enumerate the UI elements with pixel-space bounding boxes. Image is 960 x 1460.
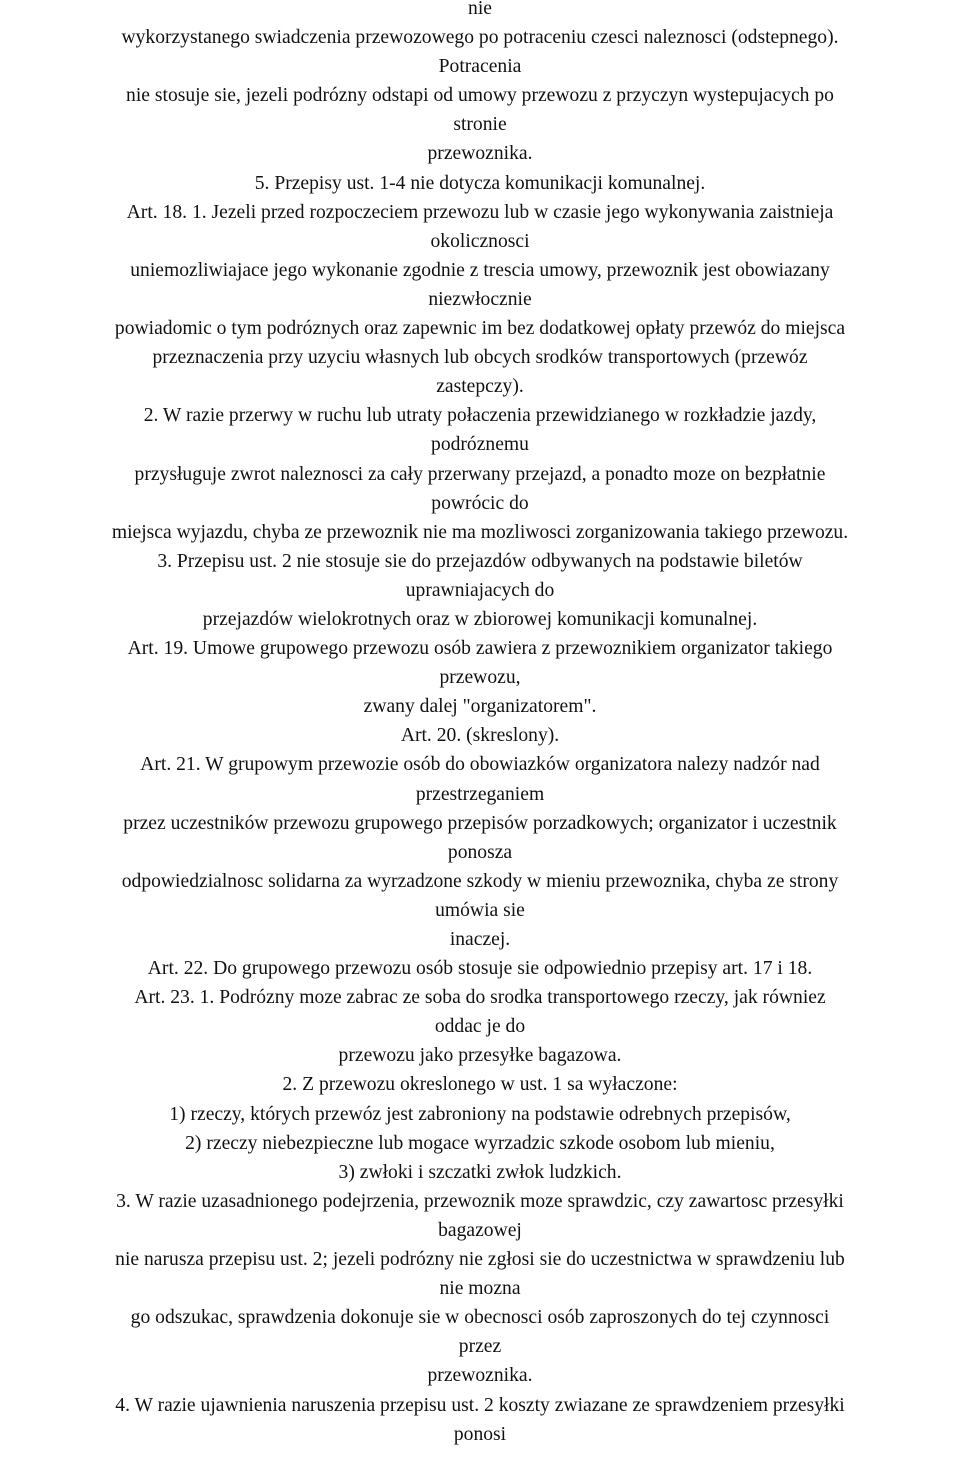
- text-line: przejazdów wielokrotnych oraz w zbiorowej komunikacji komunalnej.: [202, 608, 758, 630]
- text-line: ponosi: [453, 1423, 507, 1445]
- text-line: 2. W razie przerwy w ruchu lub utraty połaczenia przewidzianego w rozkładzie jazdy,: [143, 405, 817, 427]
- text-line: umówia sie: [435, 899, 525, 921]
- text-line: miejsca wyjazdu, chyba ze przewoznik nie ma mozliwosci zorganizowania takiego przewozu.: [111, 521, 849, 543]
- text-line: okolicznosci: [430, 230, 530, 252]
- text-line: 3. Przepisu ust. 2 nie stosuje sie do przejazdów odbywanych na podstawie biletów: [157, 550, 803, 572]
- text-line: bagazowej: [438, 1219, 522, 1241]
- text-line: odpowiedzialnosc solidarna za wyrzadzone szkody w mieniu przewoznika, chyba ze strony: [121, 870, 839, 892]
- text-line: Art. 19. Umowe grupowego przewozu osób zawiera z przewoznikiem organizator takiego: [127, 638, 833, 660]
- text-line: Art. 18. 1. Jezeli przed rozpoczeciem przewozu lub w czasie jego wykonywania zaistnieja: [126, 201, 834, 223]
- text-line: powiadomic o tym podróznych oraz zapewnic im bez dodatkowej opłaty przewóz do miejsca: [114, 318, 846, 340]
- text-line: zastepczy).: [436, 376, 524, 398]
- text-line: przewoznika.: [427, 143, 533, 165]
- text-line: 5. Przepisy ust. 1-4 nie dotycza komunikacji komunalnej.: [254, 172, 706, 194]
- text-line: Art. 20. (skreslony).: [400, 725, 560, 747]
- text-line: przez uczestników przewozu grupowego przepisów porzadkowych; organizator i uczestnik: [123, 812, 837, 834]
- text-line: inaczej.: [449, 929, 511, 950]
- text-line: przestrzeganiem: [415, 783, 545, 805]
- text-line: uniemozliwiajace jego wykonanie zgodnie z trescia umowy, przewoznik jest obowiazany: [130, 259, 830, 281]
- text-line: oddac je do: [434, 1016, 526, 1038]
- text-line: stronie: [453, 114, 507, 136]
- text-line: przeznaczenia przy uzyciu własnych lub obcych srodków transportowych (przewóz: [152, 347, 808, 369]
- text-line: nie mozna: [439, 1278, 521, 1300]
- text-line: niezwłocznie: [428, 288, 532, 310]
- text-line: przewoznika.: [427, 1365, 533, 1387]
- text-line: przewozu jako przesyłke bagazowa.: [338, 1045, 622, 1067]
- text-line: nie: [468, 0, 492, 19]
- text-line: ponosza: [447, 841, 513, 863]
- text-line: 4. W razie ujawnienia naruszenia przepisu ust. 2 koszty zwiazane ze sprawdzeniem przesyłki: [115, 1394, 845, 1416]
- text-line: 1) rzeczy, których przewóz jest zabroniony na podstawie odrebnych przepisów,: [169, 1103, 791, 1125]
- text-line: nie stosuje sie, jezeli podrózny odstapi od umowy przewozu z przyczyn wystepujacych po: [126, 85, 834, 107]
- text-line: przysługuje zwrot naleznosci za cały przerwany przejazd, a ponadto moze on bezpłatnie: [134, 463, 826, 485]
- text-line: nie narusza przepisu ust. 2; jezeli podrózny nie zgłosi sie do uczestnictwa w sprawdzeniu lub: [115, 1249, 845, 1271]
- text-line: przewozu,: [439, 667, 521, 689]
- text-line: przez: [458, 1336, 502, 1358]
- text-line: zwany dalej "organizatorem".: [363, 696, 597, 718]
- text-line: Art. 22. Do grupowego przewozu osób stosuje sie odpowiednio przepisy art. 17 i 18.: [147, 958, 813, 980]
- text-line: Art. 23. 1. Podrózny moze zabrac ze soba do srodka transportowego rzeczy, jak równiez: [134, 987, 826, 1009]
- text-line: 2) rzeczy niebezpieczne lub mogace wyrzadzic szkode osobom lub mieniu,: [185, 1132, 775, 1154]
- text-line: 3. W razie uzasadnionego podejrzenia, przewoznik moze sprawdzic, czy zawartosc przesyłki: [116, 1190, 844, 1212]
- text-line: powrócic do: [431, 492, 529, 514]
- text-line: 2. Z przewozu okreslonego w ust. 1 sa wyłaczone:: [282, 1074, 678, 1096]
- text-line: uprawniajacych do: [405, 579, 555, 601]
- text-line: Potracenia: [438, 56, 522, 78]
- text-line: Art. 21. W grupowym przewozie osób do obowiazków organizatora nalezy nadzór nad: [140, 754, 820, 776]
- text-line: wykorzystanego swiadczenia przewozowego po potraceniu czesci naleznosci (odstepnego).: [121, 27, 839, 49]
- text-line: go odszukac, sprawdzenia dokonuje sie w obecnosci osób zaproszonych do tej czynnosci: [130, 1307, 830, 1329]
- text-line: podróznemu: [431, 434, 529, 456]
- text-line: 3) zwłoki i szczatki zwłok ludzkich.: [338, 1161, 622, 1183]
